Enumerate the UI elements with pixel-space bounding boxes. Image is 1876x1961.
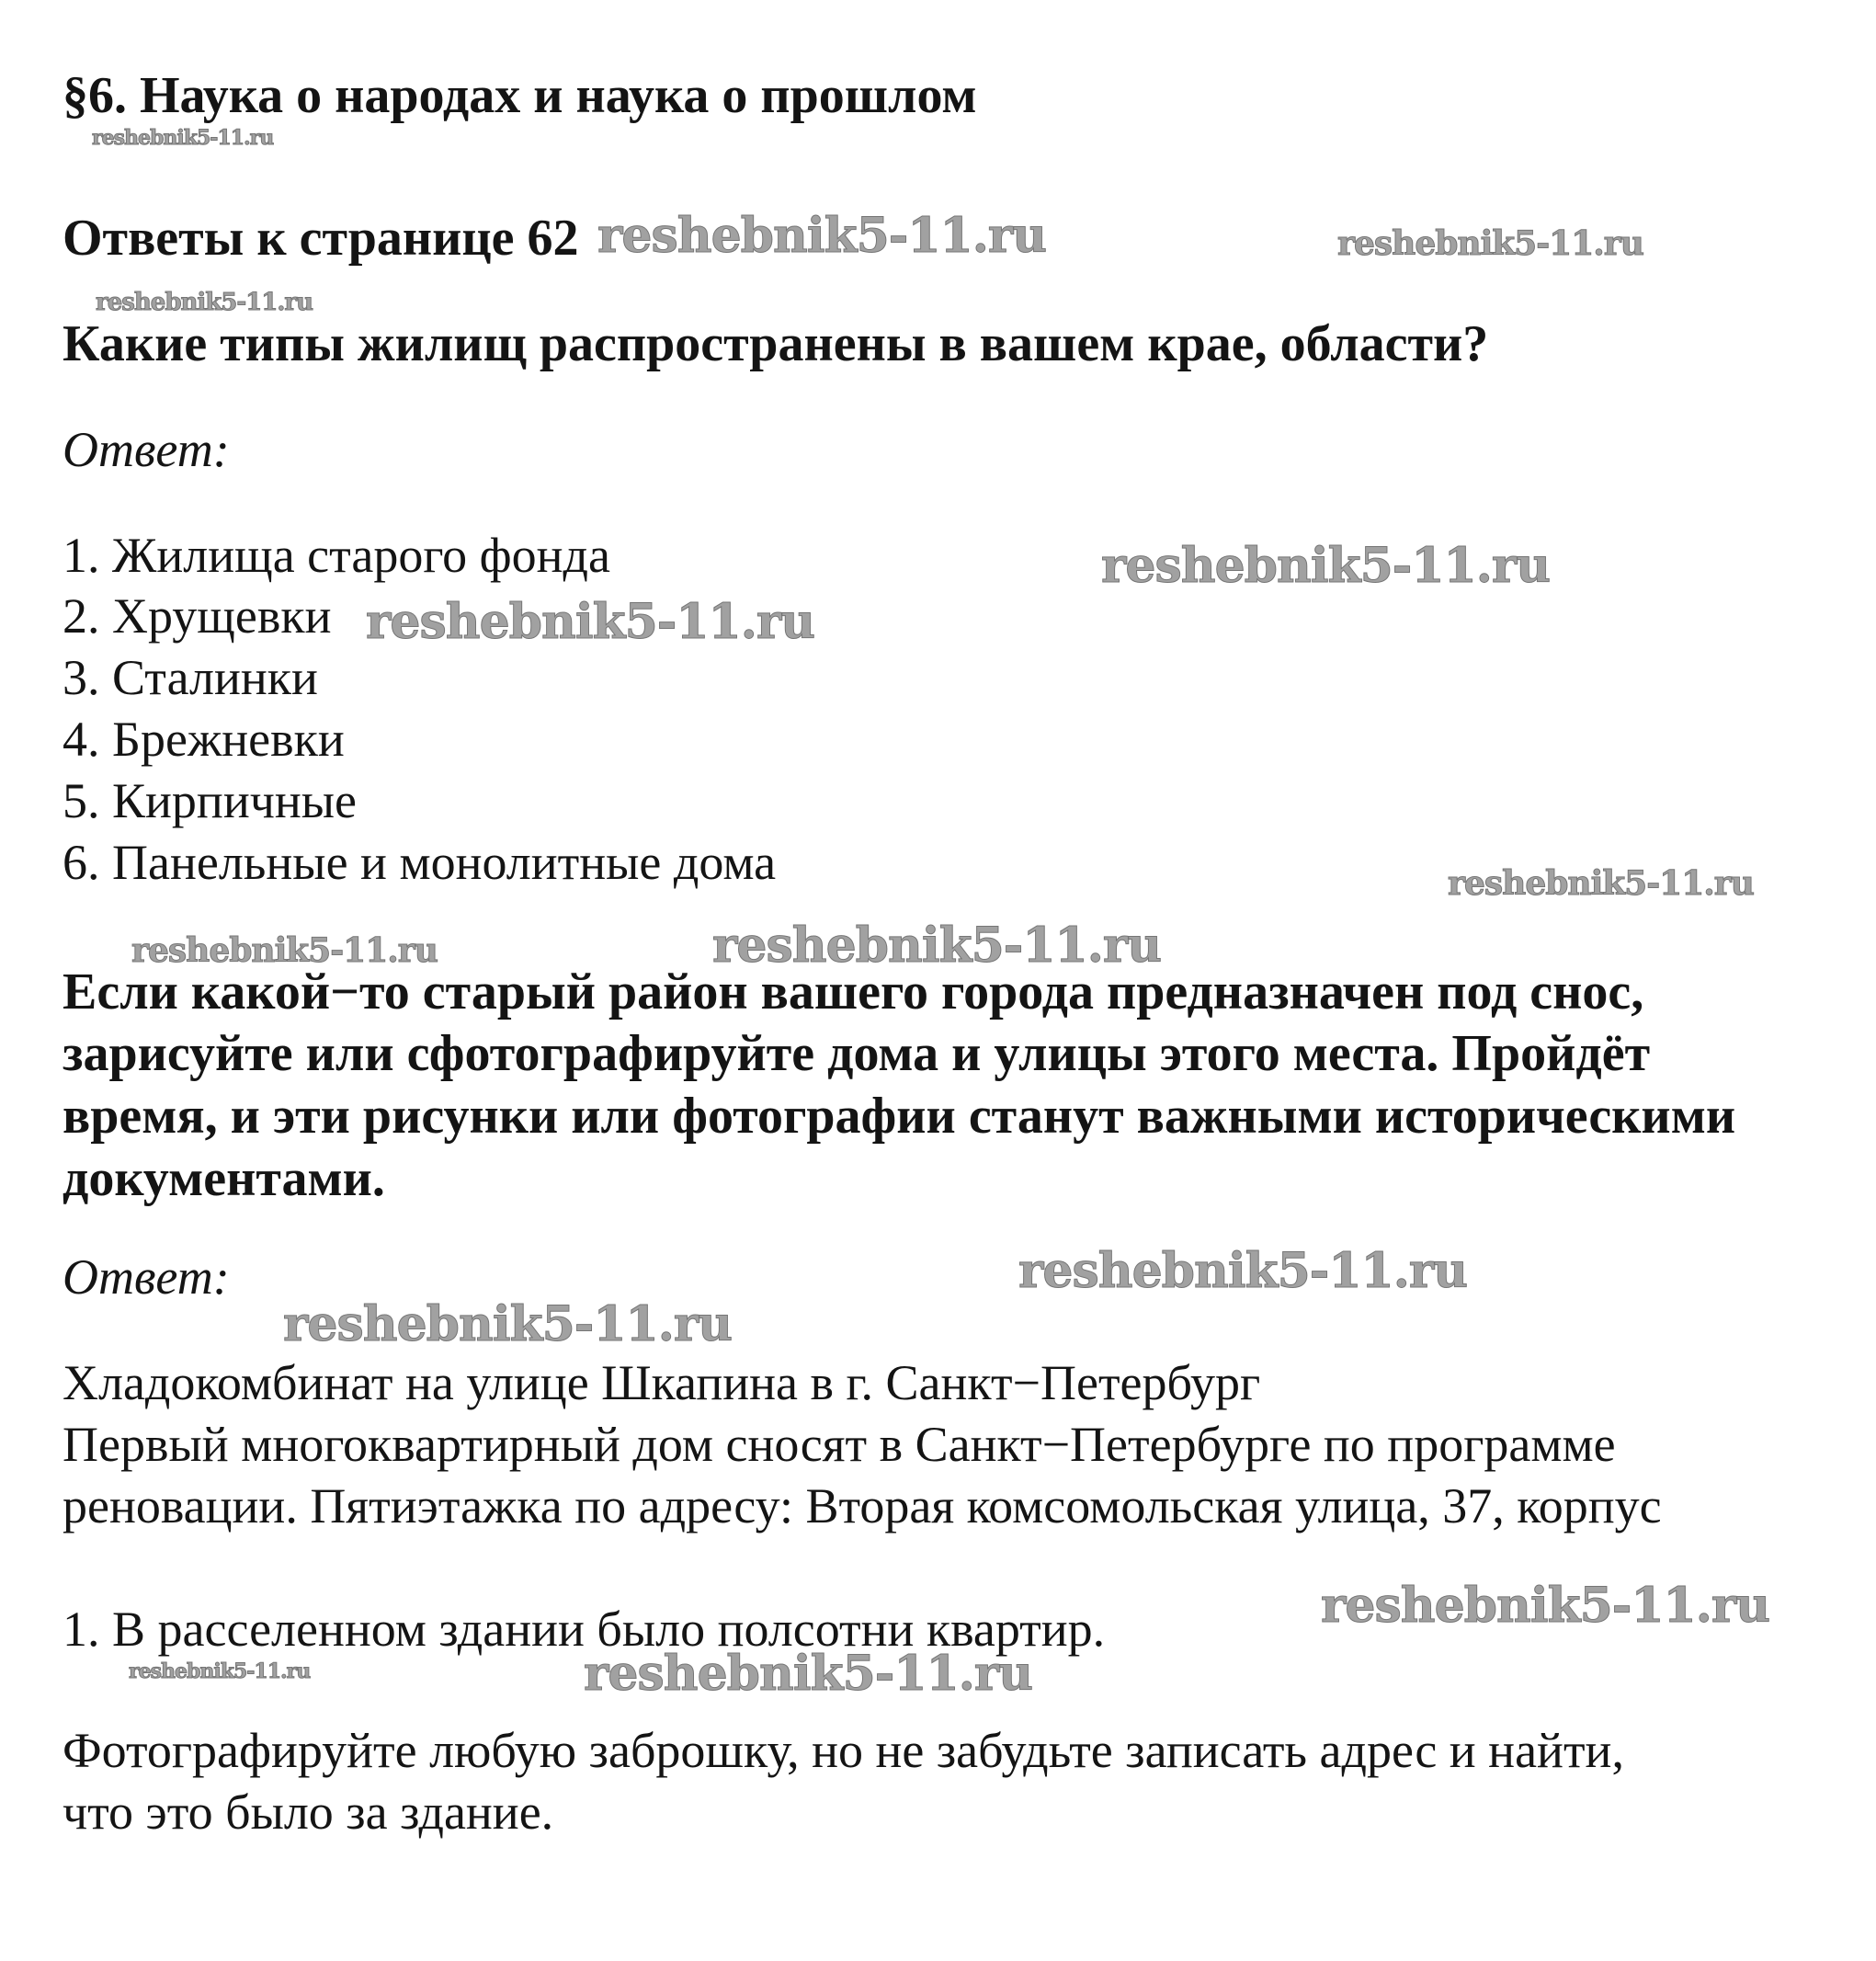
watermark: reshebnik5-11.ru (96, 289, 313, 316)
question-1-text: Какие типы жилищ распространены в вашем крае, области? (63, 315, 1489, 372)
watermark: reshebnik5-11.ru (597, 208, 1047, 264)
page-answers-heading: Ответы к странице 62 (63, 210, 579, 267)
watermark: reshebnik5-11.ru (129, 1659, 311, 1683)
watermark: reshebnik5-11.ru (283, 1296, 733, 1352)
watermark: reshebnik5-11.ru (584, 1646, 1033, 1702)
answer-2-line: Первый многоквартирный дом сносят в Санкт−Петербурге по программе (63, 1417, 1616, 1472)
question-2-line: документами. (63, 1150, 385, 1207)
answer-1-item: 2. Хрущевки (63, 588, 332, 644)
closing-line: Фотографируйте любую заброшку, но не забудьте записать адрес и найти, (63, 1723, 1624, 1778)
watermark: reshebnik5-11.ru (1018, 1243, 1468, 1299)
watermark: reshebnik5-11.ru (1337, 224, 1643, 263)
watermark: reshebnik5-11.ru (1101, 538, 1551, 594)
question-2-line: зарисуйте или сфотографируйте дома и улицы этого места. Пройдёт (63, 1025, 1651, 1082)
answer-1-item: 6. Панельные и монолитные дома (63, 835, 777, 890)
watermark: reshebnik5-11.ru (131, 931, 438, 970)
answer-1-item: 1. Жилища старого фонда (63, 528, 611, 583)
answer-1-item: 4. Брежневки (63, 712, 345, 767)
answer-1-item: 3. Сталинки (63, 650, 318, 705)
section-title: §6. Наука о народах и наука о прошлом (63, 67, 977, 124)
answer-2-line: реновации. Пятиэтажка по адресу: Вторая комсомольская улица, 37, корпус (63, 1478, 1662, 1533)
watermark: reshebnik5-11.ru (92, 126, 274, 150)
watermark: reshebnik5-11.ru (712, 918, 1162, 974)
answer-1-item: 5. Кирпичные (63, 773, 358, 828)
watermark: reshebnik5-11.ru (1321, 1578, 1770, 1634)
watermark: reshebnik5-11.ru (1448, 864, 1754, 903)
answer-2-numbered-item: 1. В расселенном здании было полсотни квартир. (63, 1602, 1106, 1657)
question-2-line: Если какой−то старый район вашего города предназначен под снос, (63, 963, 1644, 1020)
question-2-answer-label: Ответ: (63, 1249, 230, 1305)
closing-line: что это было за здание. (63, 1784, 554, 1840)
question-1-answer-label: Ответ: (63, 422, 230, 477)
answer-2-line: Хладокомбинат на улице Шкапина в г. Санкт−Петербург (63, 1355, 1261, 1410)
question-2-line: время, и эти рисунки или фотографии станут важными историческими (63, 1088, 1736, 1145)
watermark: reshebnik5-11.ru (366, 594, 815, 650)
